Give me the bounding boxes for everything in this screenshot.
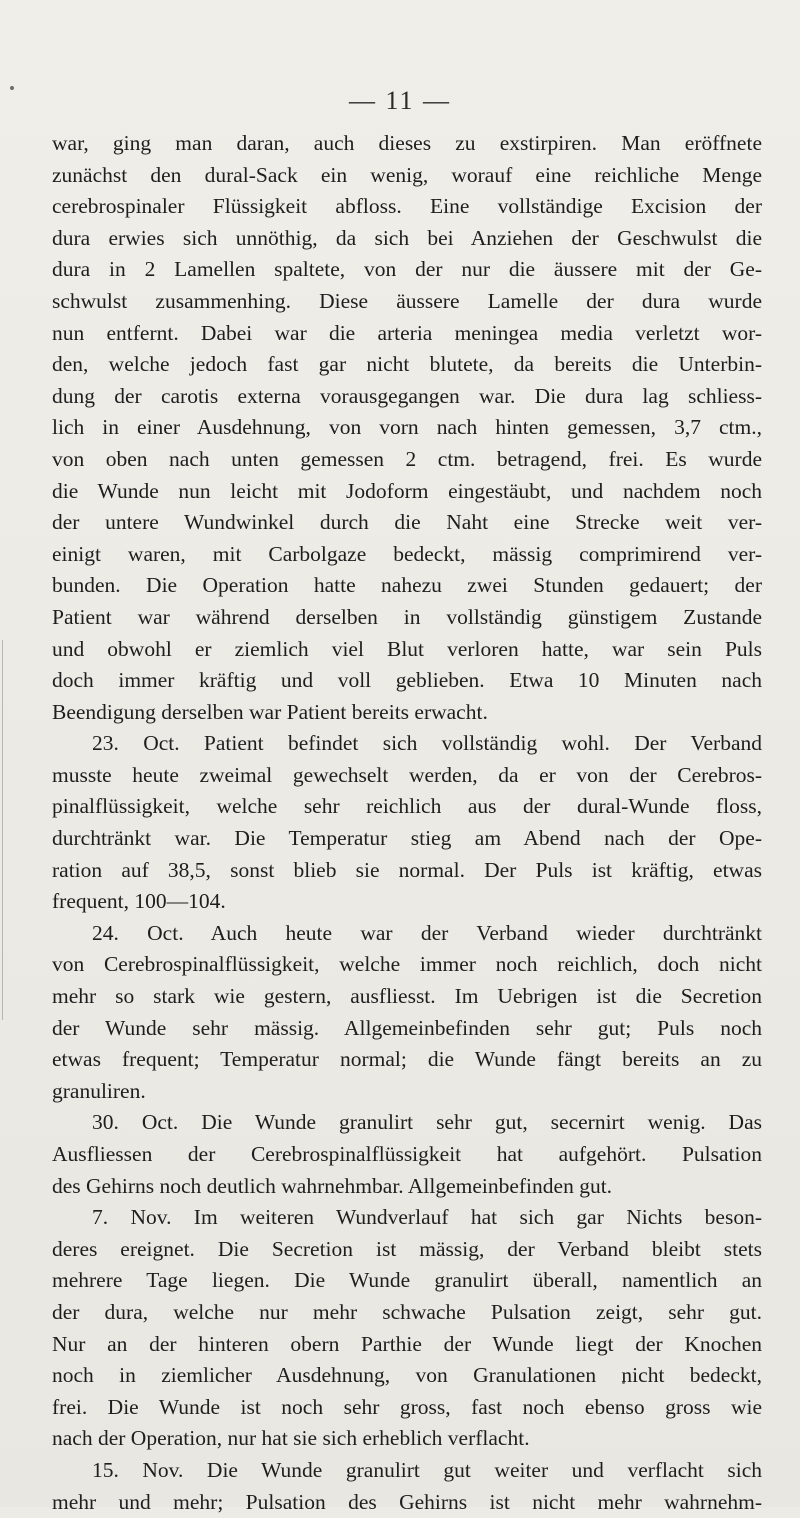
text-line-entry-24-oct: 24. Oct. Auch heute war der Verband wieder durchtränkt xyxy=(92,920,762,945)
text-line: den, welche jedoch fast gar nicht blutete, da bereits die Unterbin- xyxy=(52,352,762,377)
text-line: mehr so stark wie gestern, ausfliesst. Im Uebrigen ist die Secretion xyxy=(52,984,762,1009)
page-number: — 11 — xyxy=(348,86,452,115)
text-line: nun entfernt. Dabei war die arteria meningea media verletzt wor- xyxy=(52,320,762,345)
text-line: mehr und mehr; Pulsation des Gehirns ist nicht mehr wahrnehm- xyxy=(52,1489,762,1514)
text-line: lich in einer Ausdehnung, von vorn nach hinten gemessen, 3,7 ctm., xyxy=(52,415,762,440)
text-line: granuliren. xyxy=(52,1078,146,1103)
text-line: der dura, welche nur mehr schwache Pulsation zeigt, sehr gut. xyxy=(52,1299,762,1324)
text-line: des Gehirns noch deutlich wahrnehmbar. Allgemeinbefinden gut. xyxy=(52,1173,613,1198)
text-line: Nur an der hinteren obern Parthie der Wunde liegt der Knochen xyxy=(52,1331,762,1356)
text-line: frequent, 100—104. xyxy=(52,889,226,914)
text-line-entry-30-oct: 30. Oct. Die Wunde granulirt sehr gut, secernirt wenig. Das xyxy=(92,1110,762,1135)
text-line: einigt waren, mit Carbolgaze bedeckt, mässig comprimirend ver- xyxy=(52,541,762,566)
text-line: von Cerebrospinalflüssigkeit, welche immer noch reichlich, doch nicht xyxy=(52,952,762,977)
text-line: dura erwies sich unnöthig, da sich bei Anziehen der Geschwulst die xyxy=(52,225,762,250)
text-line: der Wunde sehr mässig. Allgemeinbefinden sehr gut; Puls noch xyxy=(52,1015,762,1040)
text-line: noch in ziemlicher Ausdehnung, von Granulationen nicht bedeckt, xyxy=(52,1363,762,1388)
text-line: der untere Wundwinkel durch die Naht eine Strecke weit ver- xyxy=(52,510,762,535)
text-line: zunächst den dural-Sack ein wenig, worauf eine reichliche Menge xyxy=(52,162,762,187)
text-line: cerebrospinaler Flüssigkeit abfloss. Eine vollständige Excision der xyxy=(52,194,762,219)
text-line: doch immer kräftig und voll geblieben. Etwa 10 Minuten nach xyxy=(52,668,762,693)
text-line: Ausfliessen der Cerebrospinalflüssigkeit hat aufgehört. Pulsation xyxy=(52,1142,762,1166)
text-line: und obwohl er ziemlich viel Blut verloren hatte, war sein Puls xyxy=(52,636,762,661)
text-line: Beendigung derselben war Patient bereits erwacht. xyxy=(52,699,488,724)
text-line: mehrere Tage liegen. Die Wunde granulirt überall, namentlich an xyxy=(52,1268,762,1293)
binding-edge-shadow xyxy=(2,640,3,1020)
text-line: Patient war während derselben in vollständig günstigem Zustande xyxy=(52,604,762,629)
text-line-entry-7-nov: 7. Nov. Im weiteren Wundverlauf hat sich gar Nichts beson- xyxy=(92,1205,762,1230)
text-line: von oben nach unten gemessen 2 ctm. betragend, frei. Es wurde xyxy=(52,446,762,471)
text-line: schwulst zusammenhing. Diese äussere Lamelle der dura wurde xyxy=(52,288,762,313)
text-line: war, ging man daran, auch dieses zu exstirpiren. Man eröffnete xyxy=(52,131,762,155)
text-line: dura in 2 Lamellen spaltete, von der nur die äussere mit der Ge- xyxy=(52,257,762,282)
text-line: durchtränkt war. Die Temperatur stieg am Abend nach der Ope- xyxy=(52,826,762,851)
text-line: bunden. Die Operation hatte nahezu zwei Stunden gedauert; der xyxy=(52,573,762,598)
text-line: pinalflüssigkeit, welche sehr reichlich aus der dural-Wunde floss, xyxy=(52,794,762,819)
text-line-entry-15-nov: 15. Nov. Die Wunde granulirt gut weiter und verflacht sich xyxy=(92,1457,762,1482)
text-line: ration auf 38,5, sonst blieb sie normal. Der Puls ist kräftig, etwas xyxy=(52,857,762,882)
text-line: nach der Operation, nur hat sie sich erheblich verflacht. xyxy=(52,1426,530,1451)
text-line: frei. Die Wunde ist noch sehr gross, fast noch ebenso gross wie xyxy=(52,1394,762,1419)
body-text xyxy=(52,128,762,1518)
text-line: deres ereignet. Die Secretion ist mässig, der Verband bleibt stets xyxy=(52,1236,762,1261)
text-line: etwas frequent; Temperatur normal; die Wunde fängt bereits an zu xyxy=(52,1047,762,1072)
text-line: die Wunde nun leicht mit Jodoform eingestäubt, und nachdem noch xyxy=(52,478,762,503)
text-line-entry-23-oct: 23. Oct. Patient befindet sich vollständig wohl. Der Verband xyxy=(92,731,762,756)
text-line: dung der carotis externa vorausgegangen war. Die dura lag schliess- xyxy=(52,383,762,408)
text-line: musste heute zweimal gewechselt werden, da er von der Cerebros- xyxy=(52,762,762,787)
